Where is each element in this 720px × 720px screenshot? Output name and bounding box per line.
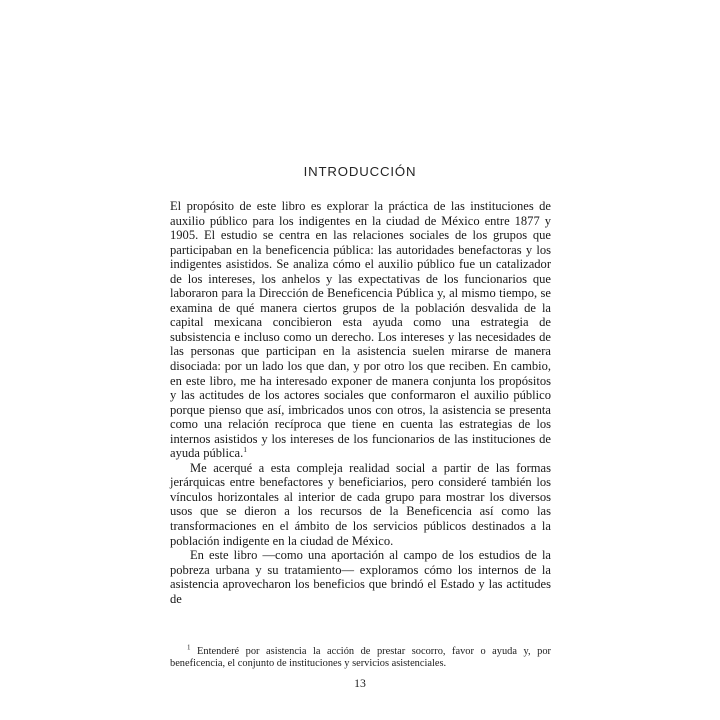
footnote-1-text: Entenderé por asistencia la acción de prestar socorro, favor o ayuda y, por beneficencia, el conjunto de instituciones y servicios asistenciales. [170, 646, 551, 670]
body-text-column [170, 199, 551, 606]
footnote-marker-1: 1 [187, 643, 191, 652]
footnote-1 [170, 643, 551, 671]
paragraph-3: En este libro —como una aportación al campo de los estudios de la pobreza urbana y su tratamiento— exploramos cómo los internos de la asistencia aprovecharon los beneficios que brindó el Estado y las actitudes de [170, 548, 551, 606]
footnote-area [170, 643, 551, 671]
page-title: INTRODUCCIÓN [303, 163, 417, 179]
paragraph-1-text: El propósito de este libro es explorar la práctica de las instituciones de auxilio público para los indigentes en la ciudad de México entre 1877 y 1905. El estudio se centra en las relaciones sociales de los grupos que participaban en la beneficencia pública: las autoridades benefactoras y los indigentes asistidos. Se analiza cómo el auxilio público fue un catalizador de los intereses, los anhelos y las expectativas de los funcionarios que laboraron para la Dirección de Beneficencia Pública y, al mismo tiempo, se examina de qué manera ciertos grupos de la población desvalida de la capital mexicana concibieron esta ayuda como una estrategia de subsistencia e incluso como un derecho. Los intereses y las necesidades de las personas que participan en la asistencia suelen mirarse de manera disociada: por un lado los que dan, y por otro los que reciben. En cambio, en este libro, me ha interesado exponer de manera conjunta los propósitos y las actitudes de los actores sociales que conformaron el auxilio público porque pienso que así, imbricados unos con otros, la asistencia se presenta como una relación recíproca que tiene en cuenta las estrategias de los internos asistidos y los intereses de los funcionarios de las instituciones de ayuda pública. [170, 199, 551, 461]
paragraph-1 [170, 199, 551, 461]
footnote-reference-1[interactable]: 1 [243, 445, 248, 455]
page-number: 13 [354, 676, 366, 690]
paragraph-2: Me acerqué a esta compleja realidad social a partir de las formas jerárquicas entre benefactores y beneficiarios, pero consideré también los vínculos horizontales al interior de cada grupo para mostrar los diversos usos que se dieron a los recursos de la Beneficencia así como las transformaciones en el ámbito de los servicios públicos destinados a la población indigente en la ciudad de México. [170, 460, 551, 548]
